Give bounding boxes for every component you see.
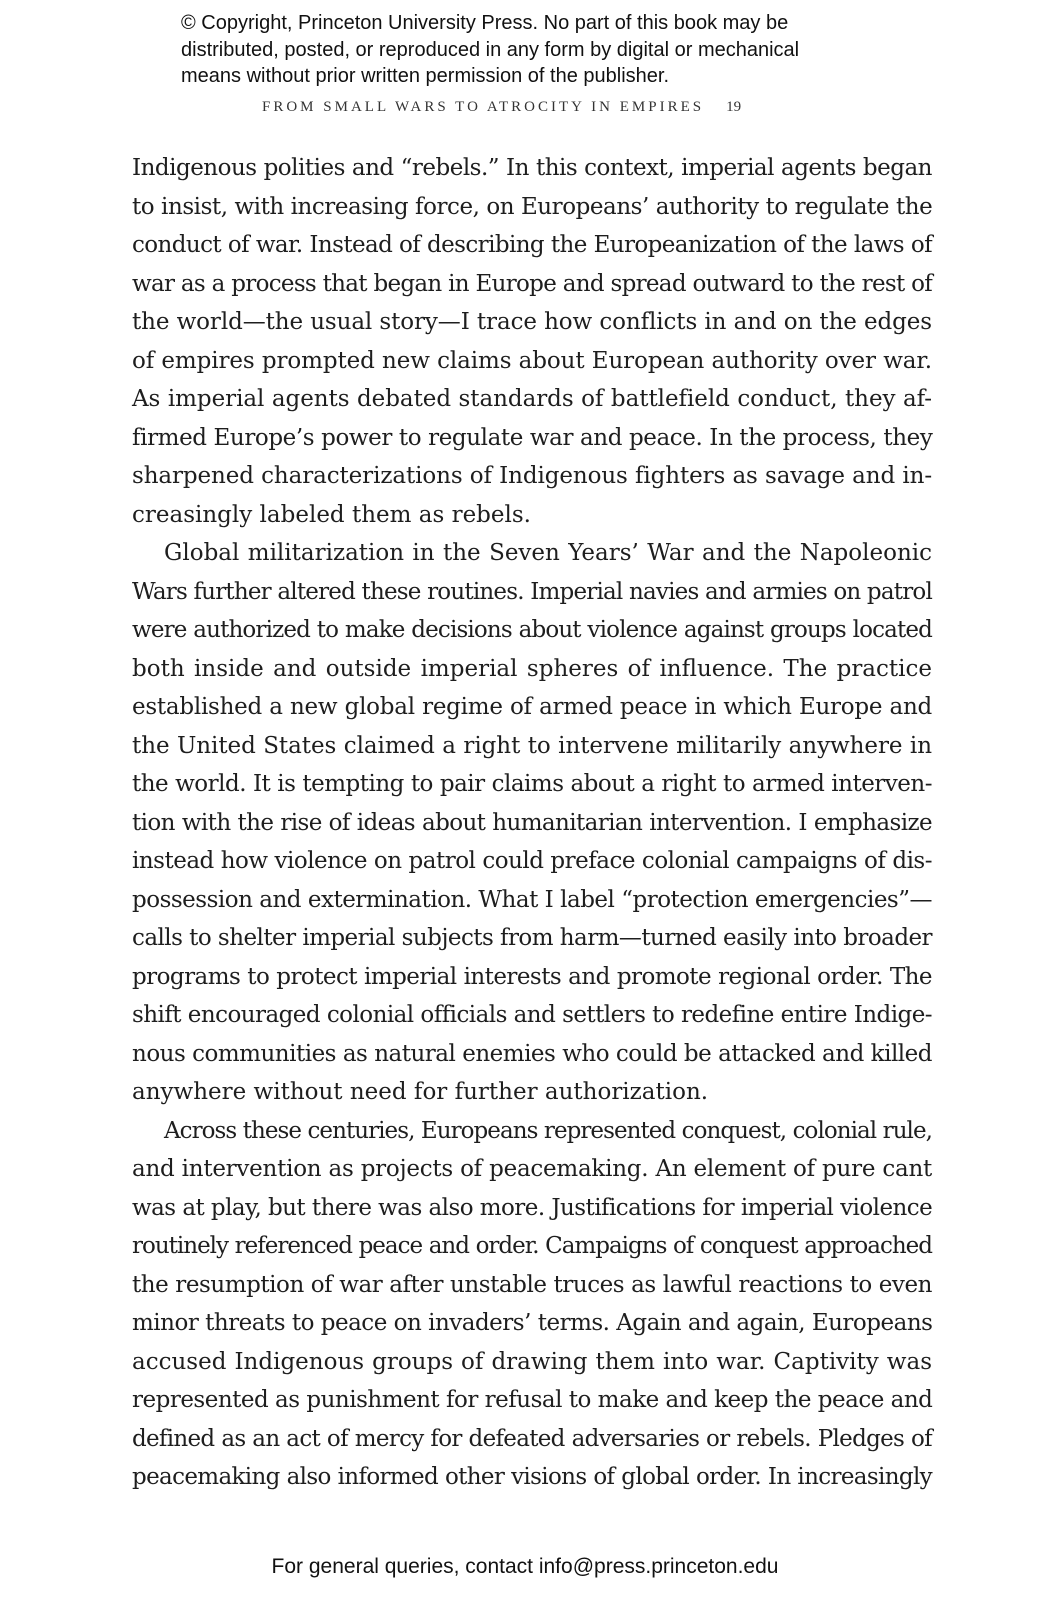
text-line: sharpened characterizations of Indigenous fighters as savage and in- (132, 463, 932, 489)
text-line: defined as an act of mercy for defeated adversaries or rebels. Pledges of (132, 1425, 932, 1452)
text-line: established a new global regime of armed peace in which Europe and (132, 694, 932, 720)
copyright-line: distributed, posted, or reproduced in any form by digital or mechanical (181, 38, 800, 61)
copyright-line: © Copyright, Princeton University Press. No part of this book may be (181, 12, 789, 34)
text-line: possession and extermination. What I label “protection emergencies”— (132, 886, 932, 913)
copyright-line: means without prior written permission of the publisher. (181, 65, 670, 87)
text-line: and intervention as projects of peacemaking. An element of pure cant (132, 1156, 932, 1182)
text-line: the resumption of war after unstable truces as lawful reactions to even (132, 1271, 932, 1298)
text-line: anywhere without need for further authorization. (132, 1079, 709, 1105)
text-line: conduct of war. Instead of describing the Europeanization of the laws of (132, 232, 932, 258)
text-line: instead how violence on patrol could preface colonial campaigns of dis- (132, 848, 932, 874)
text-line: were authorized to make decisions about violence against groups located (132, 617, 932, 643)
text-line: of empires prompted new claims about European authority over war. (132, 347, 932, 374)
text-line: the United States claimed a right to intervene militarily anywhere in (132, 732, 932, 759)
running-head (262, 99, 741, 116)
text-line: peacemaking also informed other visions of global order. In increasingly (132, 1464, 932, 1490)
text-line: Across these centuries, Europeans represented conquest, colonial rule, (164, 1117, 932, 1144)
text-line: creasingly labeled them as rebels. (132, 501, 531, 528)
text-line: war as a process that began in Europe and spread outward to the rest of (132, 270, 933, 297)
text-line: was at play, but there was also more. Justifications for imperial violence (132, 1194, 933, 1221)
text-line: accused Indigenous groups of drawing them into war. Captivity was (132, 1348, 932, 1375)
text-line: As imperial agents debated standards of battlefield conduct, they af- (132, 386, 932, 412)
text-line: both inside and outside imperial spheres of influence. The practice (132, 655, 932, 682)
text-line: shift encouraged colonial officials and settlers to redefine entire Indige- (132, 1002, 932, 1028)
text-line: represented as punishment for refusal to make and keep the peace and (132, 1387, 933, 1413)
text-line: Indigenous polities and “rebels.” In this context, imperial agents began (132, 155, 932, 181)
text-line: minor threats to peace on invaders’ terms. Again and again, Europeans (132, 1310, 933, 1336)
text-line: programs to protect imperial interests and promote regional order. The (132, 963, 932, 990)
copyright-notice (181, 10, 941, 90)
text-line: to insist, with increasing force, on Europeans’ authority to regulate the (132, 193, 933, 220)
text-line: the world—the usual story—I trace how conflicts in and on the edges (132, 309, 932, 335)
paragraph (132, 149, 932, 534)
text-line: calls to shelter imperial subjects from harm—turned easily into broader (132, 925, 932, 951)
text-line: Wars further altered these routines. Imperial navies and armies on patrol (132, 578, 932, 605)
text-line: Global militarization in the Seven Years’ War and the Napoleonic (164, 540, 932, 566)
text-line: firmed Europe’s power to regulate war and peace. In the process, they (132, 424, 933, 451)
text-line: routinely referenced peace and order. Campaigns of conquest approached (132, 1233, 932, 1259)
text-line: the world. It is tempting to pair claims about a right to armed interven- (132, 771, 932, 797)
running-head-title: FROM SMALL WARS TO ATROCITY IN EMPIRES (262, 99, 705, 115)
text-line: nous communities as natural enemies who could be attacked and killed (132, 1040, 932, 1067)
paragraph (132, 1112, 932, 1497)
text-line: tion with the rise of ideas about humanitarian intervention. I emphasize (132, 809, 932, 836)
body-text (132, 149, 932, 1497)
page-number: 19 (726, 99, 742, 115)
footer-contact: For general queries, contact info@press.princeton.edu (271, 1555, 779, 1578)
paragraph (132, 534, 932, 1112)
